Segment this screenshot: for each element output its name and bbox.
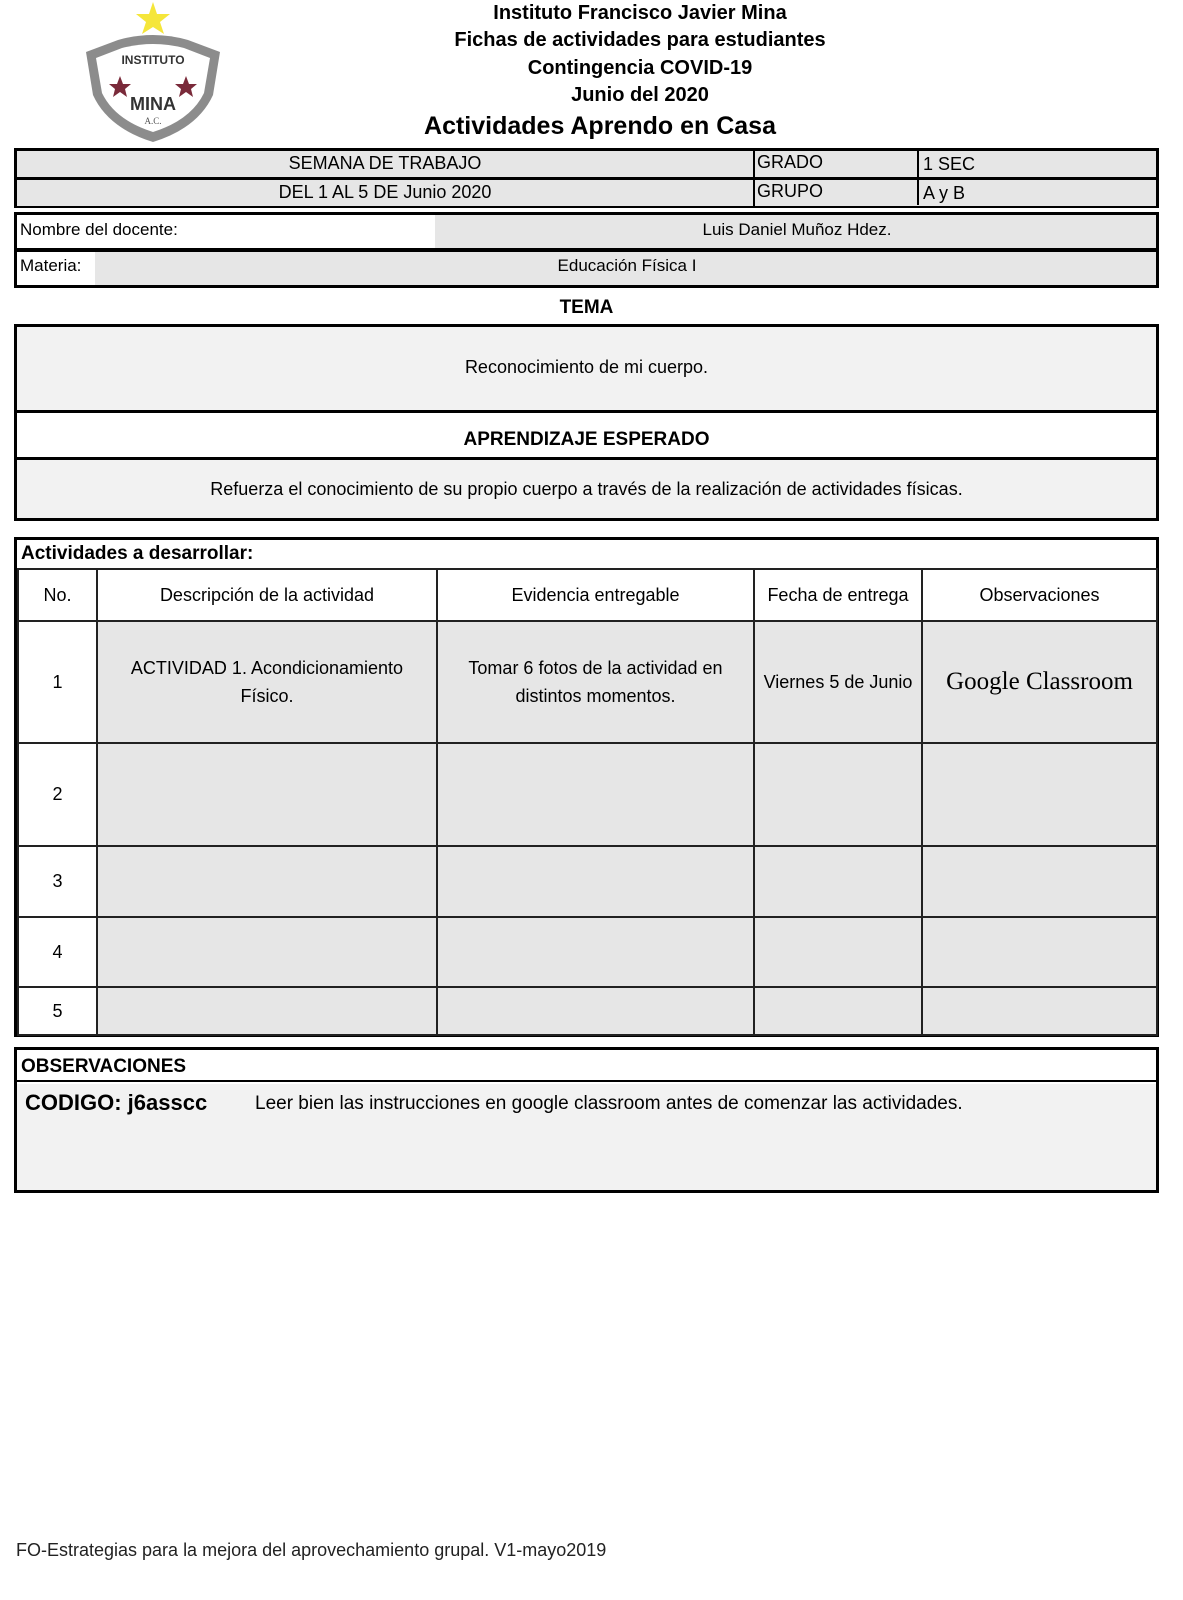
tema-box <box>14 324 1159 413</box>
row-number: 5 <box>18 987 97 1035</box>
activity-evidence <box>437 917 754 987</box>
subject-label: Materia: <box>20 256 82 275</box>
row-number: 4 <box>18 917 97 987</box>
activity-date <box>754 743 922 846</box>
sheet-date: Junio del 2020 <box>571 84 709 106</box>
activity-date <box>754 846 922 917</box>
sheet-subtitle: Fichas de actividades para estudiantes <box>454 29 826 51</box>
svg-text:MINA: MINA <box>130 94 176 114</box>
table-row <box>18 743 1157 846</box>
row-number: 1 <box>18 621 97 743</box>
tema-heading: TEMA <box>559 297 614 318</box>
activity-observations <box>922 846 1157 917</box>
row-number: 3 <box>18 846 97 917</box>
week-range: DEL 1 AL 5 DE Junio 2020 <box>278 182 492 202</box>
activity-observations: Google Classroom <box>922 621 1157 743</box>
svg-text:INSTITUTO: INSTITUTO <box>121 53 185 67</box>
activities-heading: Actividades a desarrollar: <box>21 543 254 564</box>
activity-description <box>97 987 437 1035</box>
aprendizaje-heading: APRENDIZAJE ESPERADO <box>463 429 710 450</box>
teacher-name: Luis Daniel Muñoz Hdez. <box>702 220 892 239</box>
group-value: A y B <box>923 183 966 203</box>
activity-observations <box>922 917 1157 987</box>
aprendizaje-text: Refuerza el conocimiento de su propio cuerpo a través de la realización de actividades físicas. <box>210 479 963 499</box>
footer-text: FO-Estrategias para la mejora del aprovechamiento grupal. V1-mayo2019 <box>16 1540 607 1560</box>
table-row <box>18 621 1157 743</box>
table-row <box>18 987 1157 1035</box>
activity-date <box>754 917 922 987</box>
column-header: Descripción de la actividad <box>97 569 437 621</box>
activity-evidence: Tomar 6 fotos de la actividad en distintos momentos. <box>437 621 754 743</box>
aprendizaje-box <box>14 457 1159 521</box>
table-row <box>18 846 1157 917</box>
teacher-label: Nombre del docente: <box>20 220 178 239</box>
activities-table <box>17 568 1158 1036</box>
subject-name: Educación Física I <box>557 256 697 275</box>
contingency-label: Contingencia COVID-19 <box>527 57 753 79</box>
grade-value: 1 SEC <box>923 154 976 174</box>
week-info-box <box>14 148 1159 208</box>
institution-name: Instituto Francisco Javier Mina <box>493 2 787 24</box>
row-number: 2 <box>18 743 97 846</box>
group-label: GRUPO <box>757 181 824 201</box>
week-label: SEMANA DE TRABAJO <box>288 153 482 173</box>
activities-box <box>14 537 1159 1037</box>
teacher-subject-box <box>14 212 1159 288</box>
institute-logo <box>78 0 228 145</box>
observaciones-box <box>14 1047 1159 1193</box>
activity-evidence <box>437 743 754 846</box>
svg-text:A.C.: A.C. <box>144 116 162 126</box>
activity-evidence <box>437 846 754 917</box>
activity-description <box>97 743 437 846</box>
activity-date <box>754 987 922 1035</box>
activity-description: ACTIVIDAD 1. Acondicionamiento Físico. <box>97 621 437 743</box>
activity-observations <box>922 987 1157 1035</box>
table-header-row <box>18 569 1157 621</box>
class-code: CODIGO: j6asscc <box>25 1090 208 1115</box>
activity-description <box>97 846 437 917</box>
observaciones-heading: OBSERVACIONES <box>21 1056 187 1077</box>
column-header: Fecha de entrega <box>754 569 922 621</box>
grade-label: GRADO <box>757 152 824 172</box>
observaciones-text: Leer bien las instrucciones en google classroom antes de comenzar las actividades. <box>255 1093 963 1114</box>
activity-date: Viernes 5 de Junio <box>754 621 922 743</box>
activity-description <box>97 917 437 987</box>
table-row <box>18 917 1157 987</box>
column-header: No. <box>18 569 97 621</box>
activity-observations <box>922 743 1157 846</box>
column-header: Observaciones <box>922 569 1157 621</box>
column-header: Evidencia entregable <box>437 569 754 621</box>
activity-evidence <box>437 987 754 1035</box>
tema-text: Reconocimiento de mi cuerpo. <box>464 357 709 377</box>
page-title: Actividades Aprendo en Casa <box>424 112 776 140</box>
